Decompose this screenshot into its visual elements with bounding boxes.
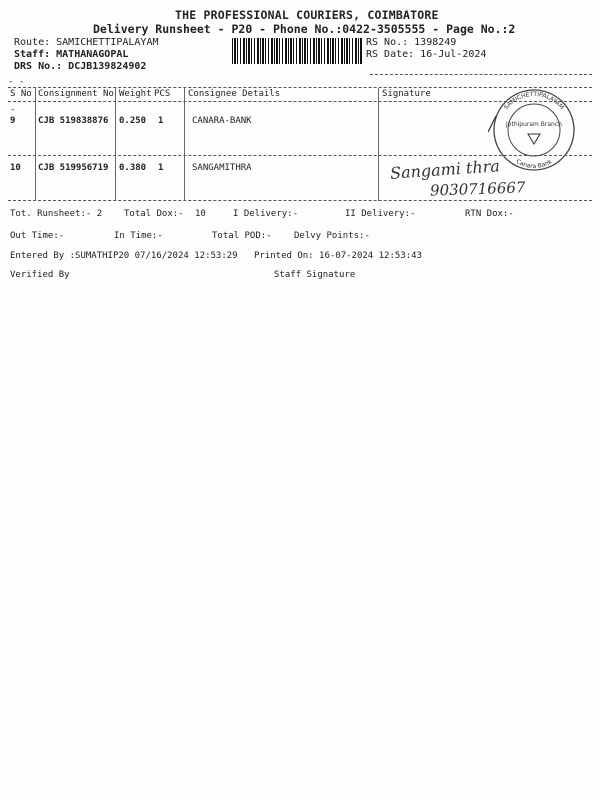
delvy-points: Delvy Points:- [294,231,370,241]
rs-date: RS Date: 16-Jul-2024 [366,49,487,60]
row-weight: 0.380 [119,163,147,173]
verified-by: Verified By [10,270,70,280]
col-header-pcs: PCS [154,89,171,99]
row-consignment: CJB 519956719 [38,163,109,173]
rtn-dox: RTN Dox:- [465,209,514,219]
total-pod: Total POD:- [212,231,272,241]
in-time: In Time:- [114,231,163,241]
signature-name: Sangami thra [389,156,501,183]
out-time: Out Time:- [10,231,65,241]
runsheet-subtitle: Delivery Runsheet - P20 - Phone No.:0422-3505555 - Page No.:2 [93,22,516,36]
row-consignee: CANARA-BANK [192,116,252,126]
bank-stamp [488,86,580,172]
col-divider [115,88,116,201]
col-divider [35,88,36,201]
row-weight: 0.250 [119,116,147,126]
company-title: THE PROFESSIONAL COURIERS, COIMBATORE [175,8,439,22]
ii-delivery: II Delivery:- [345,209,416,219]
row-consignee: SANGAMITHRA [192,163,252,173]
col-header-weight: Weight [119,89,152,99]
row-pcs: 1 [158,163,164,173]
row-sno: 9 [10,116,16,126]
staff: Staff: MATHANAGOPAL [14,49,129,60]
staff-signature: Staff Signature [274,270,356,280]
small-mark: - - [8,77,25,87]
stamp-logo-icon [528,134,540,144]
rs-number: RS No.: 1398249 [366,37,457,48]
col-header-signature: Signature [382,89,431,99]
total-dox-value: 10 [195,209,206,219]
stamp-top-text: SAMICHETTIPALAYAM [502,90,566,112]
entered-by: Entered By :SUMATHIP20 07/16/2024 12:53:29 [10,251,238,261]
row9-mark: - [10,105,16,115]
printed-on: Printed On: 16-07-2024 12:53:43 [254,251,422,261]
stamp-bottom-text: Canara Bank [514,158,554,171]
barcode [232,38,362,64]
col-header-sno: S No [10,89,32,99]
total-dox-label: Total Dox:- [124,209,184,219]
row-sno: 10 [10,163,21,173]
row-consignment: CJB 519838876 [38,116,109,126]
row-divider [8,155,592,156]
col-divider [378,88,379,201]
drs-number: DRS No.: DCJB139824902 [14,61,147,72]
col-header-consignee: Consignee Details [188,89,281,99]
signature-phone: 9030716667 [429,178,526,200]
stamp-center-text: Jothipuram Branch [506,121,562,128]
col-header-consignment: Consignment No [38,89,114,99]
tot-runsheet: Tot. Runsheet:- 2 [10,209,103,219]
row-pcs: 1 [158,116,164,126]
header-divider [370,74,592,75]
i-delivery: I Delivery:- [233,209,299,219]
table-bottom-border [8,200,592,201]
col-divider [184,88,185,201]
route: Route: SAMICHETTIPALAYAM [14,37,159,48]
